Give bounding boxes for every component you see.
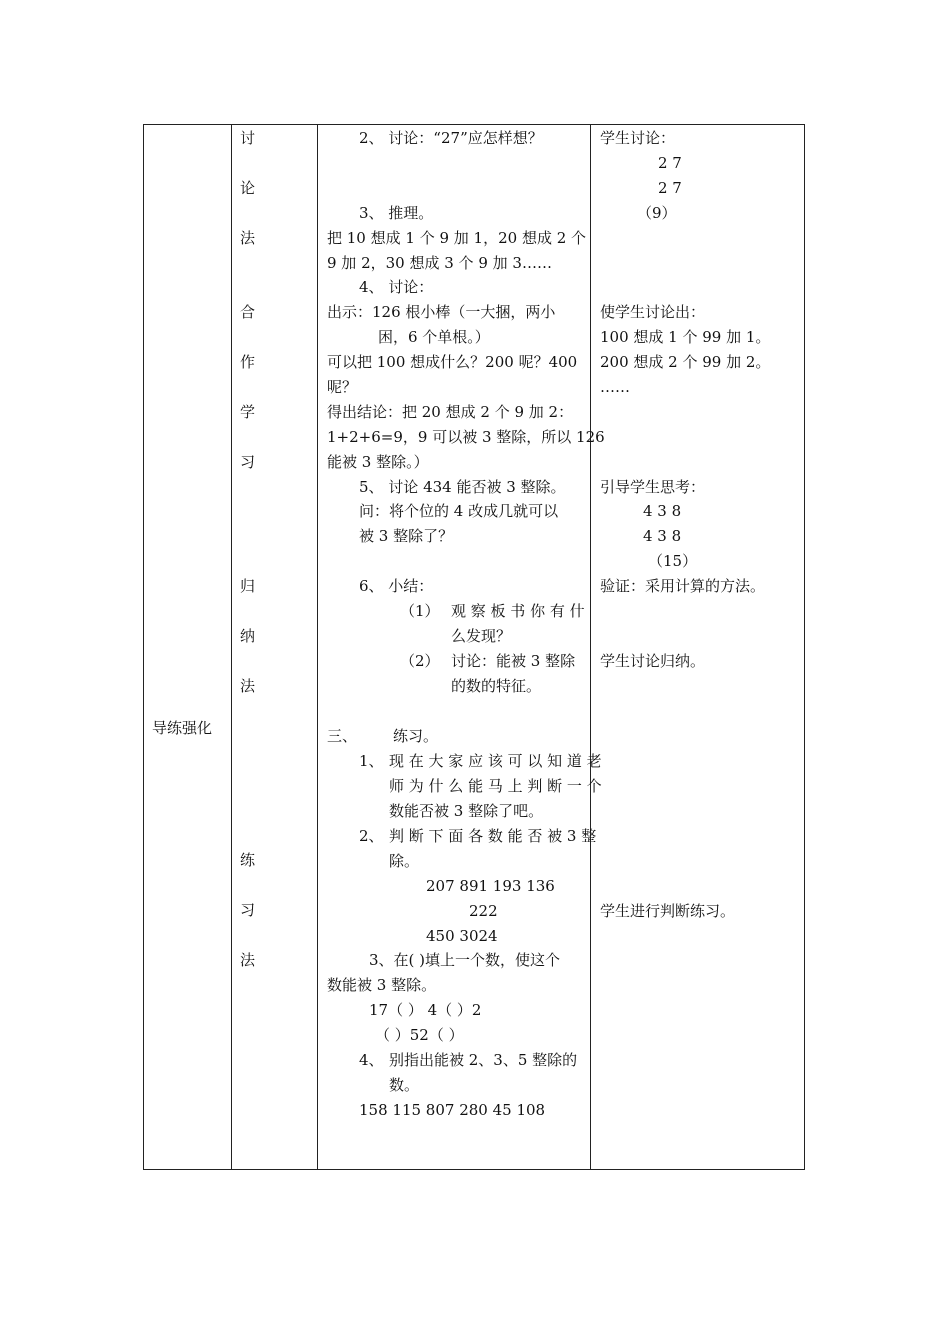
teacher-line: 17（ ） 4（ ）2 — [369, 1001, 482, 1019]
student-line: 100 想成 1 个 99 加 1。 — [600, 328, 771, 346]
teacher-line: 的数的特征。 — [451, 677, 542, 695]
column-divider — [317, 125, 318, 1169]
teacher-line: 讨论：能被 3 整除 — [451, 652, 576, 670]
teacher-line: 5、 讨论 434 能否被 3 整除。 — [359, 478, 566, 496]
student-line: 4 3 8 — [643, 502, 682, 520]
teacher-line: 呢？ — [327, 378, 358, 396]
teacher-line: （1） — [400, 602, 440, 620]
teacher-line: 3、在( )填上一个数，使这个 — [369, 951, 561, 969]
student-line: 验证：采用计算的方法。 — [600, 577, 766, 595]
method-char: 法 — [240, 677, 256, 695]
teacher-line: 6、 小结： — [359, 577, 434, 595]
teacher-line: 被 3 整除了？ — [359, 527, 454, 545]
student-line: 200 想成 2 个 99 加 2。 — [600, 353, 771, 371]
teacher-line: （ ）52（ ） — [375, 1026, 464, 1044]
teacher-line: 别指出能被 2、3、5 整除的 — [389, 1051, 578, 1069]
method-char: 学 — [240, 403, 256, 421]
teacher-line: 能被 3 整除。） — [327, 453, 429, 471]
teacher-line: 3、 推理。 — [359, 204, 434, 222]
student-line: 4 3 8 — [643, 527, 682, 545]
teacher-line: 判 断 下 面 各 数 能 否 被 3 整 — [389, 827, 597, 845]
teacher-line: 数能否被 3 整除了吧。 — [389, 802, 544, 820]
method-char: 纳 — [240, 627, 256, 645]
teacher-line: 出示：126 根小棒（一大捆，两小 — [327, 303, 556, 321]
method-char: 合 — [240, 303, 256, 321]
method-char: 法 — [240, 951, 256, 969]
teacher-line: 数。 — [389, 1076, 420, 1094]
teacher-line: 222 — [469, 902, 498, 920]
teacher-line: 么发现？ — [451, 627, 512, 645]
teacher-line: 练习。 — [393, 727, 439, 745]
teacher-line: 4、 讨论： — [359, 278, 434, 296]
method-char: 归 — [240, 577, 256, 595]
teacher-line: 问：将个位的 4 改成几就可以 — [359, 502, 559, 520]
student-line: 2 7 — [658, 154, 682, 172]
teacher-line: 观 察 板 书 你 有 什 — [451, 602, 585, 620]
column-divider — [590, 125, 591, 1169]
method-char: 练 — [240, 851, 256, 869]
teacher-line: 困，6 个单根。） — [378, 328, 490, 346]
teacher-line: 207 891 193 136 — [426, 877, 555, 895]
student-line: 学生讨论归纳。 — [600, 652, 706, 670]
method-char: 习 — [240, 453, 256, 471]
student-line: （15） — [648, 552, 698, 570]
teacher-line: 可以把 100 想成什么？200 呢？400 — [327, 353, 578, 371]
teacher-line: 450 3024 — [426, 927, 498, 945]
teacher-line: 除。 — [389, 852, 420, 870]
student-line: 学生进行判断练习。 — [600, 902, 736, 920]
method-char: 法 — [240, 229, 256, 247]
teacher-line: 1、 — [359, 752, 384, 770]
method-char: 作 — [240, 353, 256, 371]
student-line: （9） — [637, 204, 677, 222]
stage-label: 导练强化 — [152, 719, 213, 737]
teacher-line: 4、 — [359, 1051, 384, 1069]
student-line: 2 7 — [658, 179, 682, 197]
teacher-line: （2） — [400, 652, 440, 670]
teacher-line: 数能被 3 整除。 — [327, 976, 437, 994]
teacher-line: 9 加 2，30 想成 3 个 9 加 3…… — [327, 254, 552, 272]
teacher-line: 1+2+6=9，9 可以被 3 整除，所以 126 — [327, 428, 605, 446]
teacher-line: 得出结论：把 20 想成 2 个 9 加 2： — [327, 403, 574, 421]
student-line: 引导学生思考： — [600, 478, 706, 496]
student-line: 使学生讨论出： — [600, 303, 706, 321]
teacher-line: 师 为 什 么 能 马 上 判 断 一 个 — [389, 777, 602, 795]
teacher-line: 三、 — [327, 727, 358, 745]
teacher-line: 把 10 想成 1 个 9 加 1，20 想成 2 个 — [327, 229, 587, 247]
method-char: 习 — [240, 901, 256, 919]
teacher-line: 158 115 807 280 45 108 — [359, 1101, 546, 1119]
teacher-line: 2、 — [359, 827, 384, 845]
teacher-line: 2、 讨论：“27”应怎样想？ — [359, 129, 543, 147]
teacher-line: 现 在 大 家 应 该 可 以 知 道 老 — [389, 752, 602, 770]
student-line: …… — [600, 378, 630, 396]
method-char: 论 — [240, 179, 256, 197]
method-char: 讨 — [240, 129, 256, 147]
column-divider — [231, 125, 232, 1169]
student-line: 学生讨论： — [600, 129, 676, 147]
